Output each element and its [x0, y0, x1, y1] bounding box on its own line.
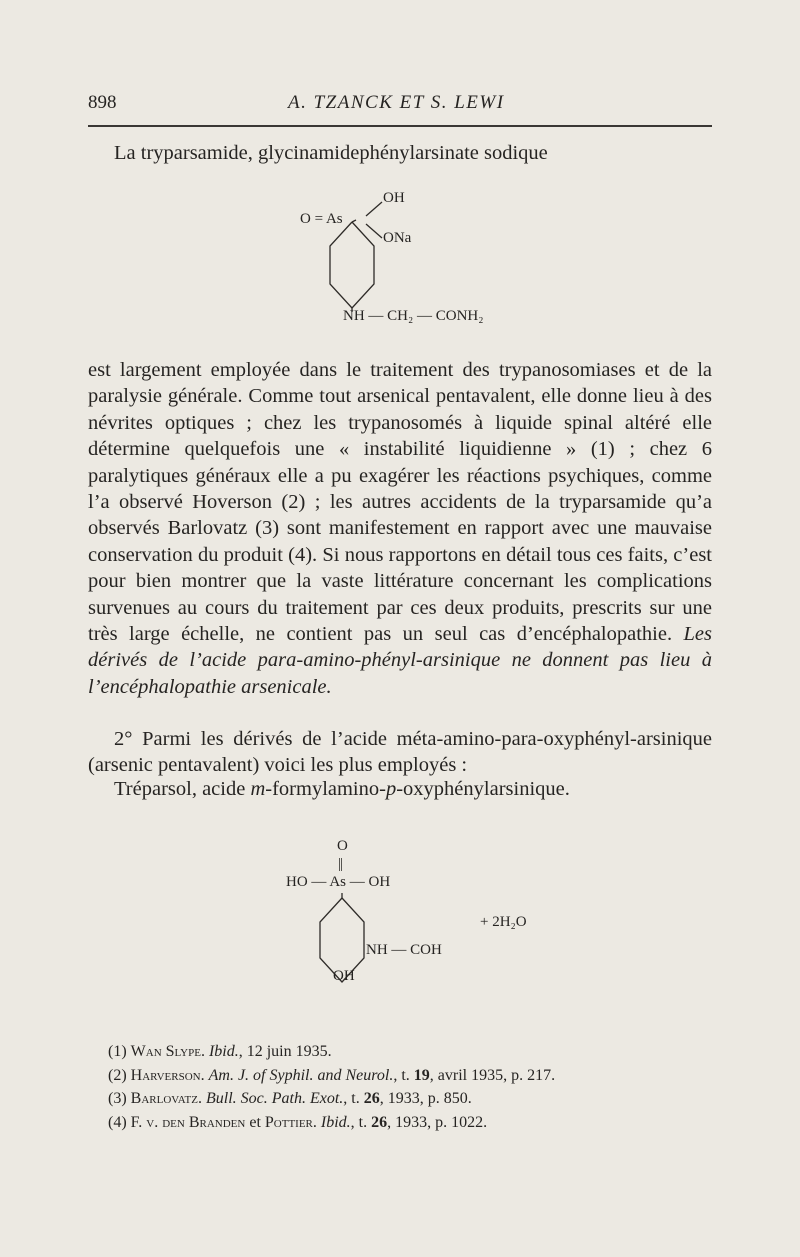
- formula2-as-line: HO — As — OH: [286, 874, 391, 890]
- footnote-volume: 19: [413, 1066, 430, 1084]
- footnote-source: Bull. Soc. Path. Exot.: [205, 1090, 344, 1107]
- footnote-author-2: Pottier: [264, 1113, 313, 1131]
- intro-line: La tryparsamide, glycinamidephénylarsinate sodique: [114, 142, 548, 164]
- footnote-source: Ibid.: [320, 1113, 351, 1131]
- footnote-author: Harverson: [130, 1066, 201, 1084]
- footnote-volume: 26: [371, 1113, 388, 1131]
- formula1-nh-chain: NH — CH₂ — CONH₂: [343, 308, 484, 324]
- footnote-number: (1): [108, 1043, 127, 1060]
- footnote-source: Ibid.: [208, 1043, 239, 1060]
- treparsol-m: m: [250, 778, 266, 800]
- footnote-rest-pre: , t.: [350, 1113, 372, 1131]
- treparsol-mid: -formylamino-: [265, 778, 386, 800]
- footnote-author: Wan Slype: [130, 1043, 201, 1060]
- footnote-4: (4) F. v. den Branden et Pottier. Ibid., t. 26, 1933, p. 1022.: [108, 1113, 488, 1131]
- footnote-and: et: [245, 1113, 265, 1131]
- footnote-source: Am. J. of Syphil. and Neurol.: [208, 1066, 394, 1084]
- formula2-water: + 2H₂O: [480, 914, 527, 930]
- footnote-prefix: F. v.: [130, 1113, 163, 1131]
- footnote-author: den Branden: [162, 1113, 246, 1131]
- formula2-oh-bottom: OH: [333, 968, 355, 984]
- footnote-rest: , 12 juin 1935.: [238, 1043, 332, 1060]
- footnote-rest: , 1933, p. 1022.: [387, 1113, 488, 1131]
- paragraph-1-italic-conclusion: Les dérivés de l’acide para-amino-phényl-arsinique ne donnent pas lieu à l’encéphalopathie arsenicale.: [88, 623, 712, 698]
- page-number: 898: [88, 92, 117, 113]
- treparsol-p: p: [385, 778, 397, 800]
- footnote-rest-pre: , t.: [393, 1066, 414, 1084]
- paragraph-2: 2° Parmi les dérivés de l’acide méta-amino-para-oxyphényl-arsinique (arsenic pentavalent) voici les plus employés :: [88, 728, 712, 777]
- paragraph-1-text: est largement employée dans le traitement des trypanosomiases et de la paralysie générale. Comme tout arsenical pentavalent, elle donne lieu à des névrites optiques ; chez les trypanosomés à liquide spinal altéré elle détermine quelquefois une « instabilité liquidienne » (1) ; chez 6 paralytiques généraux elle a pu exagérer les réactions psychiques, comme l’a observé Hoverson (2) ; les autres accidents de la tryparsamide qu’a observés Barlovatz (3) sont manifestement en rapport avec une mauvaise conservation du produit (4). Si nous rapportons en détail tous ces faits, c’est pour bien montrer que la vaste littérature concernant les complications survenues au cours du traitement par ces deux produits, prescrits sur une très large échelle, ne contient pas un seul cas d’encéphalopathie.: [88, 359, 712, 646]
- formula2-nh-coh: NH — COH: [366, 942, 442, 958]
- footnote-number: (4): [108, 1113, 127, 1131]
- footnote-number: (2): [108, 1066, 127, 1084]
- footnote-rest-pre: , t.: [343, 1090, 364, 1107]
- footnote-rest: , 1933, p. 850.: [379, 1090, 472, 1107]
- footnote-author: Barlovatz: [130, 1090, 198, 1107]
- footnote-rest: , avril 1935, p. 217.: [429, 1066, 556, 1084]
- footnote-2: (2) Harverson. Am. J. of Syphil. and Neurol., t. 19, avril 1935, p. 217.: [108, 1066, 556, 1084]
- footnote-volume: 26: [363, 1090, 380, 1107]
- footnote-number: (3): [108, 1090, 127, 1107]
- treparsol-prefix: Tréparsol, acide: [114, 778, 251, 800]
- formula2-o: O: [337, 838, 348, 854]
- footnotes: [108, 1040, 708, 1134]
- formula1-ona: ONa: [383, 230, 412, 246]
- treparsol-suffix: -oxyphénylarsinique.: [396, 778, 570, 800]
- footnote-1: (1) Wan Slype. Ibid., 12 juin 1935.: [108, 1043, 332, 1060]
- formula2-double-bond: ||: [338, 856, 343, 872]
- running-head: A. TZANCK ET S. LEWI: [288, 92, 505, 113]
- formula1-oh: OH: [383, 190, 405, 206]
- formula1-o-as: O = As: [300, 211, 343, 227]
- footnote-3: (3) Barlovatz. Bull. Soc. Path. Exot., t. 26, 1933, p. 850.: [108, 1090, 472, 1107]
